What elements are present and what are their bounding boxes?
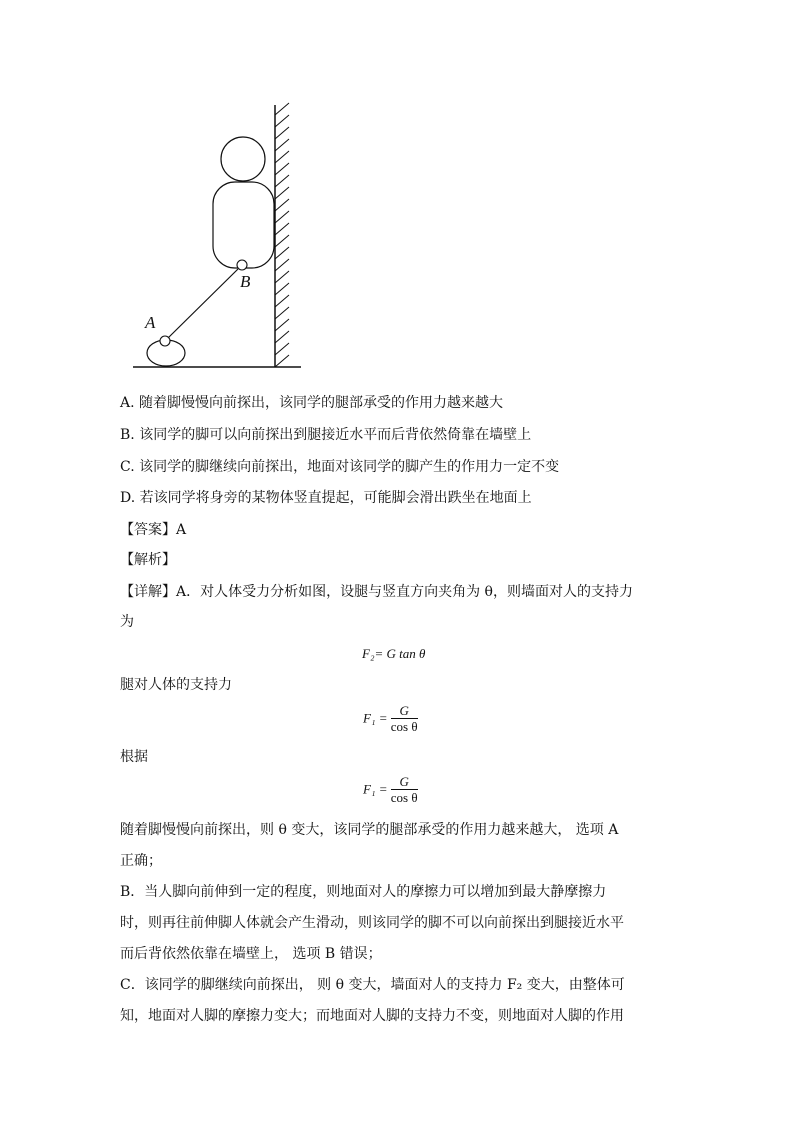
- equation-f2-text: F₂= G tan θ: [362, 646, 426, 661]
- equation-f1-second-num: G: [391, 774, 418, 790]
- detail-line-4: 根据: [120, 749, 148, 765]
- detail-line-8: 时，则再往前伸脚人体就会产生滑动，则该同学的脚不可以向前探出到腿接近水平: [120, 915, 624, 931]
- equation-f2: [362, 646, 425, 662]
- equation-f1-second-den: cos θ: [390, 790, 418, 805]
- equation-f1-first-fraction: [391, 703, 418, 734]
- label-a: A: [145, 313, 156, 332]
- detail-line-5: 随着脚慢慢向前探出，则 θ 变大，该同学的腿部承受的作用力越来越大， 选项 A: [120, 822, 619, 838]
- detail-line-2: 为: [120, 614, 134, 630]
- wall-hatching: [275, 103, 289, 367]
- equation-f1-second-lhs: F₁ =: [363, 781, 388, 797]
- joint-b: [237, 260, 247, 270]
- detail-line-10: C．该同学的脚继续向前探出， 则 θ 变大，墙面对人的支持力 F₂ 变大，由整体可: [120, 977, 625, 993]
- equation-f1-first: [363, 703, 418, 734]
- option-c: C. 该同学的脚继续向前探出，地面对该同学的脚产生的作用力一定不变: [120, 459, 560, 475]
- option-a: A. 随着脚慢慢向前探出，该同学的腿部承受的作用力越来越大: [120, 395, 504, 411]
- physics-figure: [125, 95, 325, 380]
- detail-line-1: 【详解】A．对人体受力分析如图，设腿与竖直方向夹角为 θ，则墙面对人的支持力: [120, 584, 633, 600]
- detail-line-7: B．当人脚向前伸到一定的程度，则地面对人的摩擦力可以增加到最大静摩擦力: [120, 884, 607, 900]
- option-d: D. 若该同学将身旁的某物体竖直提起，可能脚会滑出跌坐在地面上: [120, 490, 532, 506]
- analysis-heading: 【解析】: [120, 552, 176, 568]
- detail-line-11: 知，地面对人脚的摩擦力变大；而地面对人脚的支持力不变，则地面对人脚的作用: [120, 1008, 624, 1024]
- torso-shape: [213, 182, 274, 268]
- equation-f1-first-den: cos θ: [390, 719, 418, 734]
- equation-f1-first-num: G: [391, 703, 418, 719]
- detail-line-6: 正确；: [120, 853, 162, 869]
- head-circle: [221, 137, 265, 181]
- equation-f1-first-lhs: F₁ =: [363, 710, 388, 726]
- leg-line: [168, 269, 238, 338]
- equation-f1-second-fraction: [391, 774, 418, 805]
- label-b: B: [240, 272, 251, 291]
- answer-line: 【答案】A: [120, 522, 187, 538]
- option-b: B. 该同学的脚可以向前探出到腿接近水平而后背依然倚靠在墙壁上: [120, 427, 532, 443]
- joint-a: [160, 336, 170, 346]
- detail-line-3: 腿对人体的支持力: [120, 677, 232, 693]
- equation-f1-second: [363, 774, 418, 805]
- detail-line-9: 而后背依然依靠在墙壁上， 选项 B 错误；: [120, 946, 382, 962]
